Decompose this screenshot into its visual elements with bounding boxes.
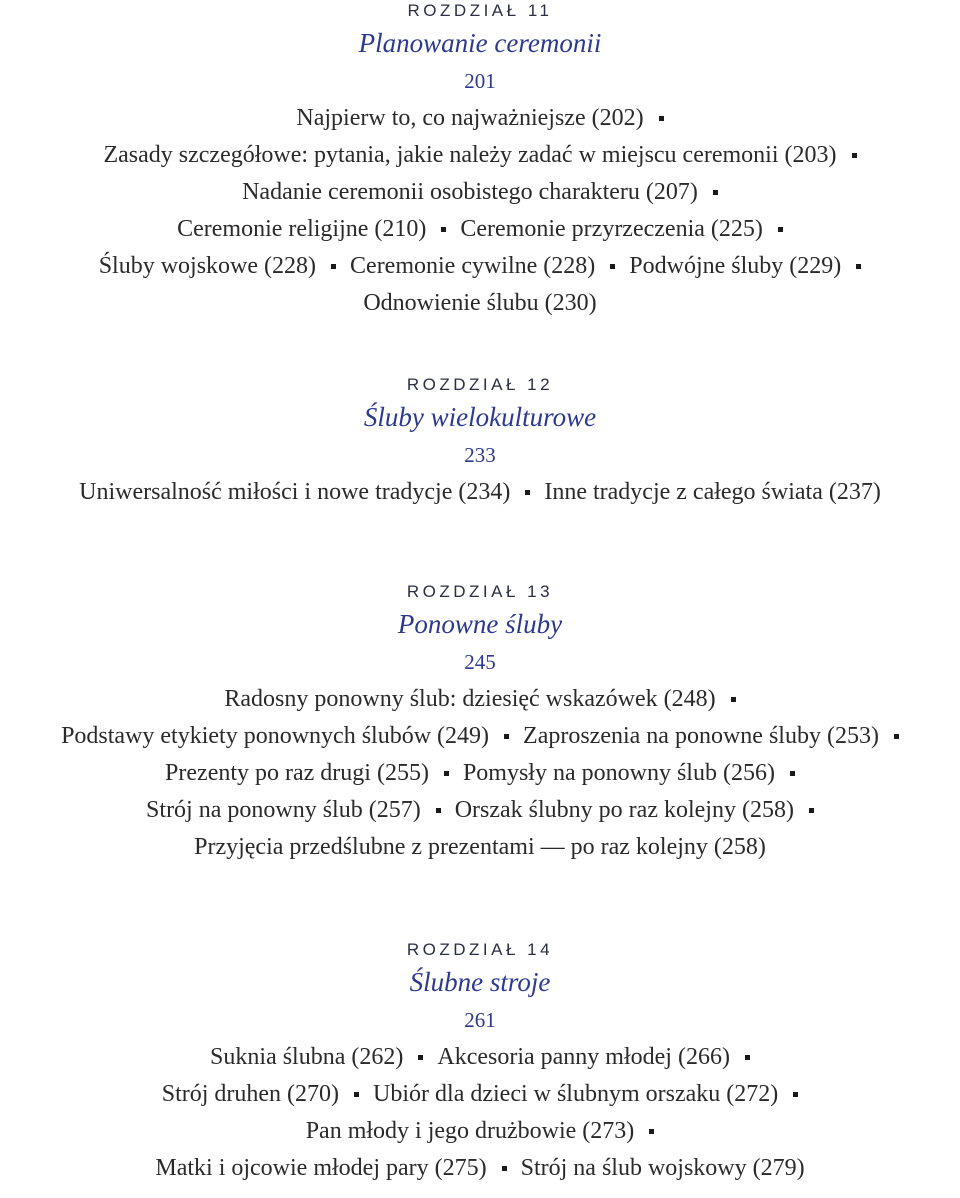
toc-entry[interactable]: Podwójne śluby (229)	[629, 253, 842, 279]
toc-line	[0, 829, 960, 866]
toc-entry[interactable]: Suknia ślubna (262)	[210, 1044, 404, 1070]
bullet-separator	[809, 808, 814, 813]
bullet-separator	[778, 227, 783, 232]
chapter-page-number: 245	[464, 650, 496, 674]
chapter-13	[0, 579, 960, 866]
chapter-14	[0, 937, 960, 1187]
chapter-title: Ślubne stroje	[409, 967, 551, 997]
toc-line	[0, 792, 960, 829]
bullet-separator	[525, 490, 530, 495]
toc-line	[0, 755, 960, 792]
toc-entry[interactable]: Pomysły na ponowny ślub (256)	[462, 760, 775, 786]
chapter-title: Ponowne śluby	[397, 609, 563, 639]
toc-line	[0, 100, 960, 137]
toc-line	[0, 1113, 960, 1150]
toc-entry[interactable]: Inne tradycje z całego świata (237)	[544, 479, 881, 505]
toc-line	[0, 681, 960, 718]
toc-entry[interactable]: Ceremonie cywilne (228)	[350, 253, 596, 279]
toc-line	[0, 137, 960, 174]
toc-entry[interactable]: Ceremonie religijne (210)	[177, 216, 427, 242]
bullet-separator	[659, 116, 664, 121]
chapter-label: ROZDZIAŁ 13	[406, 582, 554, 601]
toc-entry[interactable]: Prezenty po raz drugi (255)	[165, 760, 429, 786]
toc-entry[interactable]: Podstawy etykiety ponownych ślubów (249)	[61, 723, 490, 749]
toc-line	[0, 1150, 960, 1187]
toc-entry[interactable]: Matki i ojcowie młodej pary (275)	[155, 1155, 487, 1181]
toc-entry[interactable]: Ubiór dla dzieci w ślubnym orszaku (272)	[373, 1081, 779, 1107]
toc-entry[interactable]: Śluby wojskowe (228)	[98, 253, 317, 279]
toc-entry[interactable]: Radosny ponowny ślub: dziesięć wskazówek (248)	[224, 686, 716, 712]
bullet-separator	[418, 1055, 423, 1060]
toc-line	[0, 248, 960, 285]
chapter-page-number: 261	[464, 1008, 496, 1032]
toc-entry[interactable]: Zaproszenia na ponowne śluby (253)	[523, 723, 879, 749]
bullet-separator	[504, 734, 509, 739]
bullet-separator	[331, 264, 336, 269]
bullet-separator	[745, 1055, 750, 1060]
toc-entry[interactable]: Orszak ślubny po raz kolejny (258)	[454, 797, 794, 823]
bullet-separator	[731, 697, 736, 702]
toc-entry[interactable]: Ceremonie przyrzeczenia (225)	[460, 216, 763, 242]
toc-line	[0, 174, 960, 211]
bullet-separator	[502, 1166, 507, 1171]
toc-line	[0, 285, 960, 322]
chapter-12	[0, 372, 960, 511]
toc-entry[interactable]: Strój na ponowny ślub (257)	[146, 797, 421, 823]
toc-line	[0, 474, 960, 511]
toc-entry[interactable]: Nadanie ceremonii osobistego charakteru (207)	[242, 179, 698, 205]
chapter-title: Planowanie ceremonii	[358, 28, 602, 58]
bullet-separator	[856, 264, 861, 269]
chapter-page-number: 233	[464, 443, 496, 467]
bullet-separator	[354, 1092, 359, 1097]
chapter-label: ROZDZIAŁ 11	[407, 1, 553, 20]
chapter-11	[0, 0, 960, 322]
toc-entry[interactable]: Strój druhen (270)	[161, 1081, 340, 1107]
toc-entry[interactable]: Pan młody i jego drużbowie (273)	[305, 1118, 635, 1144]
bullet-separator	[441, 227, 446, 232]
toc-line	[0, 1076, 960, 1113]
bullet-separator	[713, 190, 718, 195]
toc-entry[interactable]: Akcesoria panny młodej (266)	[437, 1044, 730, 1070]
bullet-separator	[790, 771, 795, 776]
bullet-separator	[436, 808, 441, 813]
toc-entry[interactable]: Najpierw to, co najważniejsze (202)	[296, 105, 644, 131]
toc-entry[interactable]: Przyjęcia przedślubne z prezentami — po raz kolejny (258)	[194, 834, 766, 860]
bullet-separator	[610, 264, 615, 269]
bullet-separator	[852, 153, 857, 158]
toc-entry[interactable]: Zasady szczegółowe: pytania, jakie należy zadać w miejscu ceremonii (203)	[103, 142, 837, 168]
bullet-separator	[894, 734, 899, 739]
toc-entry[interactable]: Strój na ślub wojskowy (279)	[520, 1155, 805, 1181]
chapter-label: ROZDZIAŁ 12	[406, 375, 554, 394]
chapter-page-number: 201	[464, 69, 496, 93]
toc-entry[interactable]: Odnowienie ślubu (230)	[363, 290, 597, 316]
toc-line	[0, 211, 960, 248]
bullet-separator	[649, 1129, 654, 1134]
chapter-title: Śluby wielokulturowe	[363, 402, 597, 432]
bullet-separator	[793, 1092, 798, 1097]
bullet-separator	[444, 771, 449, 776]
chapter-label: ROZDZIAŁ 14	[406, 940, 554, 959]
toc-line	[0, 718, 960, 755]
toc-line	[0, 1039, 960, 1076]
toc-entry[interactable]: Uniwersalność miłości i nowe tradycje (234)	[79, 479, 511, 505]
